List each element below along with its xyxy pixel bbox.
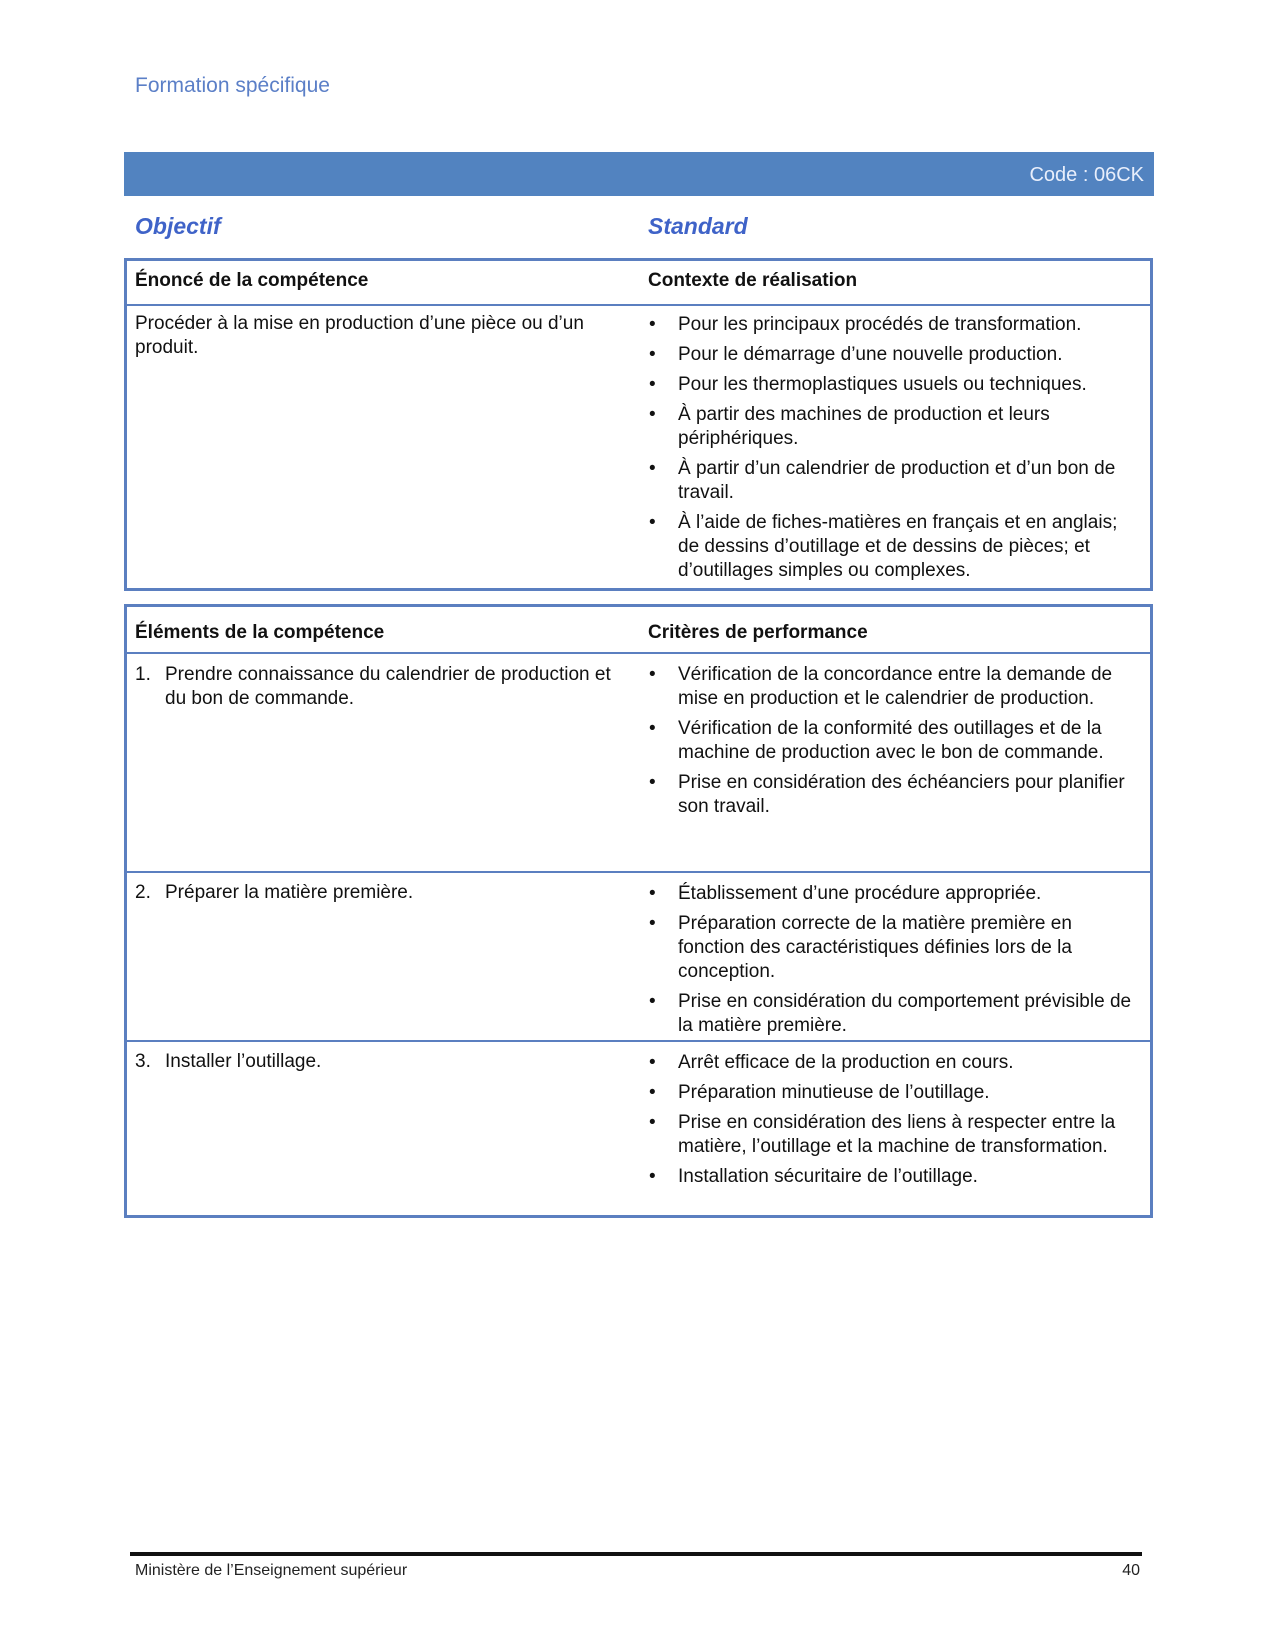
criteres-list: [648, 1051, 1138, 1195]
criteres-list: [648, 663, 1138, 825]
elements-header: Éléments de la compétence: [135, 622, 385, 643]
contexte-item: • À partir d’un calendrier de production et d’un bon de travail.: [648, 457, 1128, 505]
critere-item: • Prise en considération du comportement prévisible de la matière première.: [648, 990, 1138, 1038]
contexte-list: [648, 313, 1128, 589]
course-code: Code : 06CK: [1029, 164, 1144, 186]
contexte-item: • À l’aide de fiches-matières en français et en anglais; de dessins d’outillage et de dessins de pièces; et d’outillages simples ou complexes.: [648, 511, 1128, 583]
critere-item: • Installation sécuritaire de l’outillage.: [648, 1165, 1138, 1189]
contexte-item: • Pour les thermoplastiques usuels ou techniques.: [648, 373, 1128, 397]
row-divider: [127, 871, 1150, 873]
element-item: [135, 663, 635, 711]
contexte-item: • À partir des machines de production et leurs périphériques.: [648, 403, 1128, 451]
element-number: 1.: [135, 664, 151, 685]
critere-item: • Vérification de la conformité des outillages et de la machine de production avec le bon de commande.: [648, 717, 1138, 765]
criteres-header: Critères de performance: [648, 622, 868, 643]
critere-item: • Vérification de la concordance entre la demande de mise en production et le calendrier de production.: [648, 663, 1138, 711]
element-text: Prendre connaissance du calendrier de production et du bon de commande.: [165, 664, 611, 709]
contexte-item: • Pour le démarrage d’une nouvelle production.: [648, 343, 1128, 367]
contexte-header: Contexte de réalisation: [648, 270, 858, 291]
element-text: Installer l’outillage.: [165, 1051, 322, 1072]
element-item: [135, 881, 635, 905]
element-number: 3.: [135, 1051, 151, 1072]
critere-item: • Préparation minutieuse de l’outillage.: [648, 1081, 1138, 1105]
footer-ministry: Ministère de l’Enseignement supérieur: [135, 1562, 408, 1579]
row-divider: [127, 1040, 1150, 1042]
objectif-heading: Objectif: [135, 213, 221, 239]
competence-table: [124, 258, 1153, 591]
critere-item: • Prise en considération des échéanciers pour planifier son travail.: [648, 771, 1138, 819]
element-number: 2.: [135, 882, 151, 903]
enonce-header: Énoncé de la compétence: [135, 270, 369, 291]
critere-item: • Prise en considération des liens à respecter entre la matière, l’outillage et la machine de transformation.: [648, 1111, 1138, 1159]
header-divider: [127, 304, 1150, 306]
code-bar: [124, 152, 1154, 196]
element-text: Préparer la matière première.: [165, 882, 414, 903]
footer-rule: [130, 1552, 1142, 1556]
page-header-title: Formation spécifique: [135, 74, 330, 97]
contexte-item: • Pour les principaux procédés de transformation.: [648, 313, 1128, 337]
header-divider: [127, 652, 1150, 654]
critere-item: • Arrêt efficace de la production en cours.: [648, 1051, 1138, 1075]
page-number: 40: [1122, 1562, 1140, 1579]
enonce-text: Procéder à la mise en production d’une pièce ou d’un produit.: [135, 313, 584, 358]
elements-table: [124, 604, 1153, 1218]
element-item: [135, 1050, 635, 1074]
critere-item: • Préparation correcte de la matière première en fonction des caractéristiques définies lors de la conception.: [648, 912, 1138, 984]
criteres-list: [648, 882, 1138, 1044]
standard-heading: Standard: [648, 213, 748, 239]
critere-item: • Établissement d’une procédure appropriée.: [648, 882, 1138, 906]
